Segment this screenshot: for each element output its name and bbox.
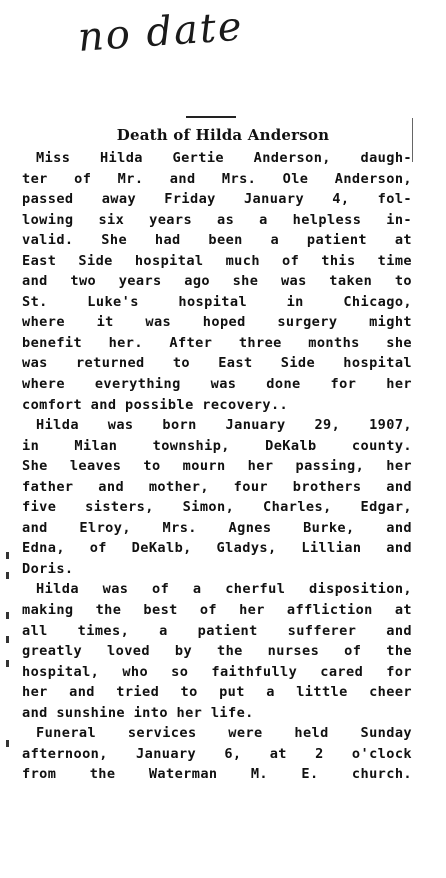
article-line: where it was hoped surgery might xyxy=(22,314,412,331)
article-line: from the Waterman M. E. church. xyxy=(22,766,412,783)
article-line: Hilda was of a cherful disposition, xyxy=(36,581,412,598)
article-line: and two years ago she was taken to xyxy=(22,273,412,290)
margin-mark xyxy=(6,612,9,619)
article-line: Miss Hilda Gertie Anderson, daugh- xyxy=(36,150,412,166)
article-line: and Elroy, Mrs. Agnes Burke, and xyxy=(22,519,412,536)
article-line: passed away Friday January 4, fol- xyxy=(22,191,412,208)
article-line: her and tried to put a little cheer xyxy=(22,684,412,701)
margin-mark xyxy=(6,572,9,579)
article-line: East Side hospital much of this time xyxy=(22,252,412,269)
article-line: ter of Mr. and Mrs. Ole Anderson, xyxy=(22,170,412,187)
article-line: St. Luke's hospital in Chicago, xyxy=(22,293,412,310)
article-line: valid. She had been a patient at xyxy=(22,232,412,249)
article-line: hospital, who so faithfully cared for xyxy=(22,663,412,680)
article-line: Edna, of DeKalb, Gladys, Lillian and xyxy=(22,540,412,557)
margin-mark xyxy=(6,636,9,643)
article-line: making the best of her affliction at xyxy=(22,602,412,619)
margin-mark xyxy=(6,740,9,747)
margin-mark xyxy=(6,660,9,667)
article-line: Doris. xyxy=(22,560,74,577)
article-line: comfort and possible recovery.. xyxy=(22,396,289,413)
article-line: father and mother, four brothers and xyxy=(22,478,412,495)
handwritten-note: no date xyxy=(76,3,245,61)
headline-rule xyxy=(186,116,236,118)
article-line: benefit her. After three months she xyxy=(22,334,412,351)
margin-marks xyxy=(0,0,20,878)
article-line: where everything was done for her xyxy=(22,376,412,393)
article-line: greatly loved by the nurses of the xyxy=(22,643,412,660)
article-line: afternoon, January 6, at 2 o'clock xyxy=(22,745,412,762)
margin-mark xyxy=(6,552,9,559)
article-line: five sisters, Simon, Charles, Edgar, xyxy=(22,499,412,516)
article-headline: Death of Hilda Anderson xyxy=(116,126,330,144)
article-line: She leaves to mourn her passing, her xyxy=(22,458,412,475)
article-line: was returned to East Side hospital xyxy=(22,355,412,372)
article-line: all times, a patient sufferer and xyxy=(22,622,412,639)
article-line: Hilda was born January 29, 1907, xyxy=(36,417,412,434)
article-line: lowing six years as a helpless in- xyxy=(22,211,412,228)
article-line: Funeral services were held Sunday xyxy=(36,725,412,742)
article-body xyxy=(22,148,412,785)
article-line: in Milan township, DeKalb county. xyxy=(22,437,412,454)
article-line: and sunshine into her life. xyxy=(22,704,254,721)
